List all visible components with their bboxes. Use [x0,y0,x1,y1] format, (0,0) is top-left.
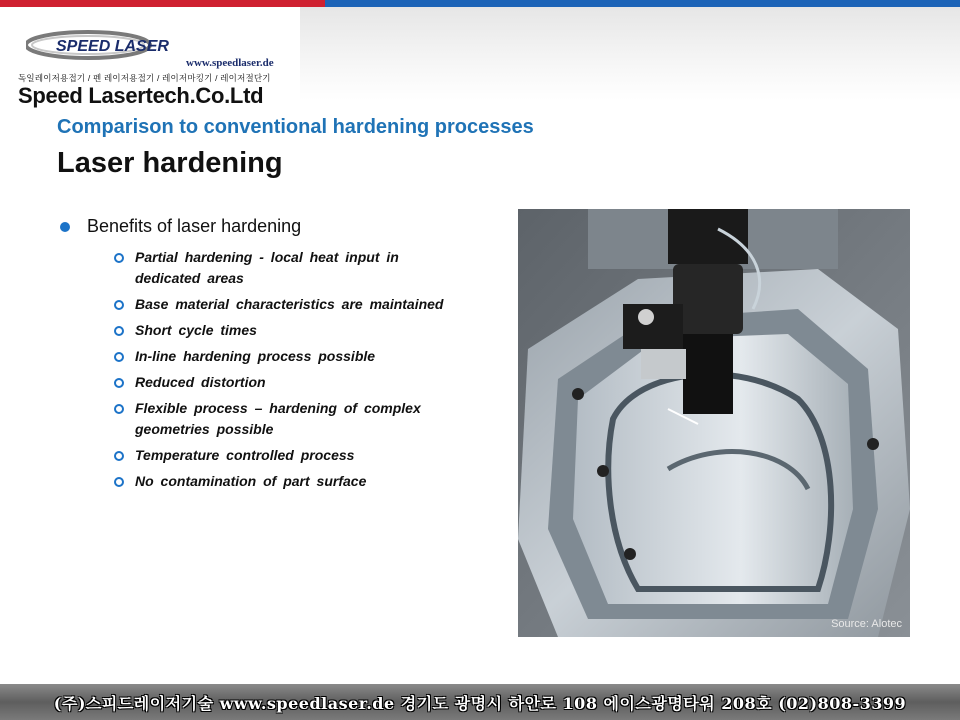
speed-laser-logo-icon [26,21,186,71]
list-item [114,474,444,492]
laser-machine-image [518,209,910,637]
list-item-text: Short cycle times [135,322,257,338]
benefits-list [114,250,444,500]
logo-url: www.speedlaser.de [186,57,274,69]
logo-company-name: Speed Lasertech.Co.Ltd [18,83,264,108]
list-item-text: Flexible process – hardening of complex geometries possible [135,400,421,437]
list-item-text: Base material characteristics are maintained [135,296,444,312]
bullet-dot-icon [60,222,70,232]
list-item [114,250,444,289]
list-item [114,375,444,393]
top-accent-bar-blue [325,0,960,7]
slide-title: Laser hardening [57,147,283,179]
ring-bullet-icon [114,451,124,461]
list-item [114,323,444,341]
footer-bar [0,684,960,720]
list-item [114,349,444,367]
ring-bullet-icon [114,477,124,487]
list-item [114,401,444,440]
list-item-text: Reduced distortion [135,374,266,390]
list-item [114,448,444,466]
company-logo [0,7,300,107]
ring-bullet-icon [114,326,124,336]
list-item-text: Partial hardening - local heat input in dedicated areas [135,249,399,286]
ring-bullet-icon [114,378,124,388]
main-bullet-text: Benefits of laser hardening [87,216,302,236]
slide-subtitle: Comparison to conventional hardening processes [57,116,534,138]
main-bullet [60,216,301,237]
laser-hardening-photo [518,209,910,637]
photo-source-caption: Source: Alotec [831,618,902,630]
list-item-text: Temperature controlled process [135,447,355,463]
ring-bullet-icon [114,300,124,310]
list-item [114,297,444,315]
ring-bullet-icon [114,253,124,263]
ring-bullet-icon [114,352,124,362]
logo-tagline: 독일레이저용접기 / 펜 레이저용접기 / 레이저마킹기 / 레이저절단기 [18,73,271,83]
header-background [300,7,960,100]
list-item-text: In-line hardening process possible [135,348,376,364]
top-accent-bar-red [0,0,325,7]
footer-text: (주)스피드레이저기술 www.speedlaser.de 경기도 광명시 하안로 108 에이스광명타워 208호 (02)808-3399 [53,693,907,713]
logo-brand-text: SPEED LASER [56,38,169,55]
ring-bullet-icon [114,404,124,414]
list-item-text: No contamination of part surface [135,473,367,489]
